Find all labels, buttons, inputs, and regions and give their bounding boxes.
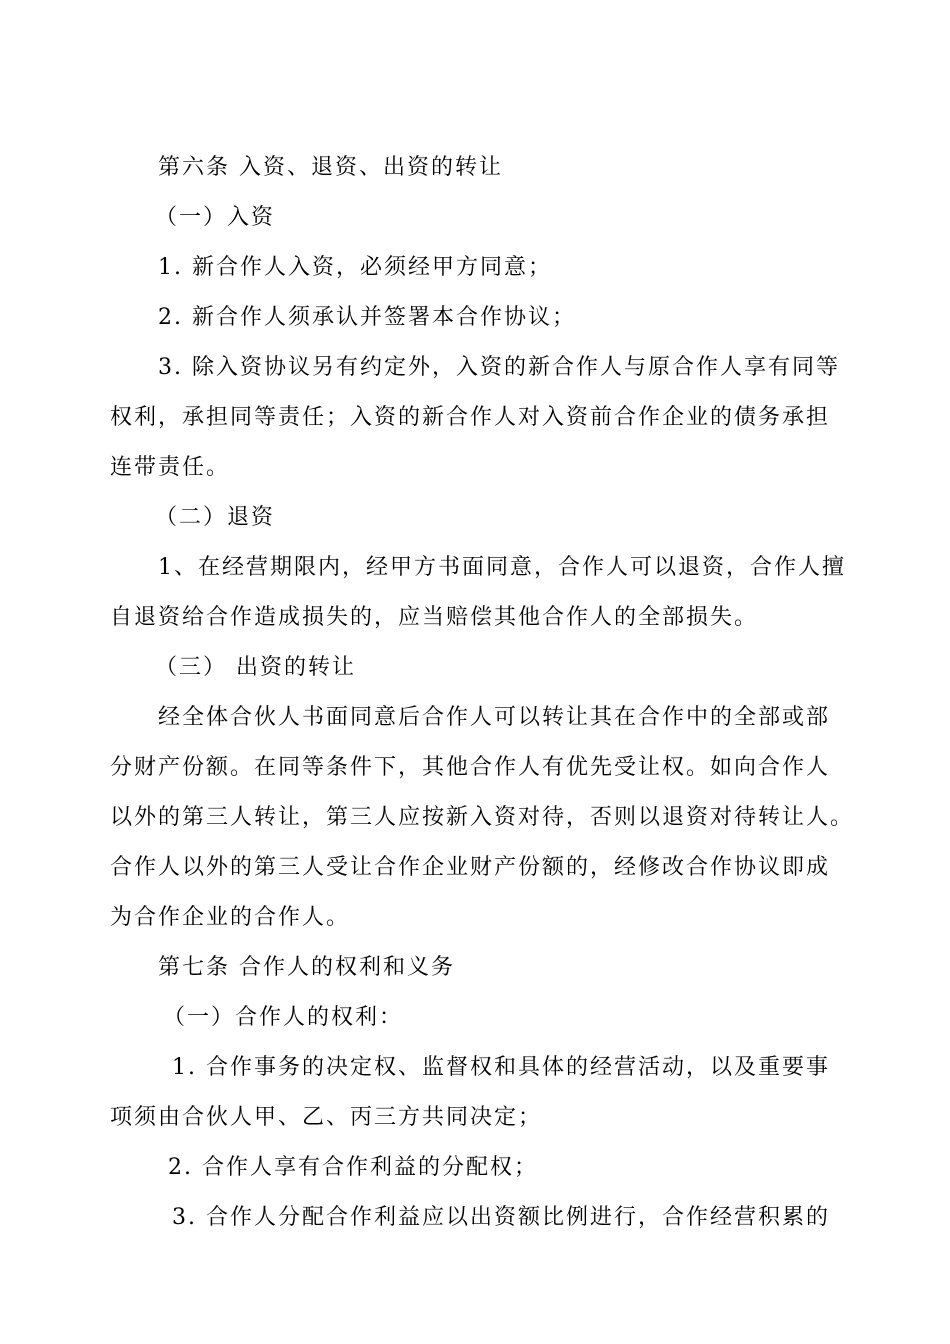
paragraph-line: 2. 新合作人须承认并签署本合作协议； <box>158 305 576 330</box>
section-1-heading: （一）合作人的权利： <box>163 1005 404 1030</box>
article-7-heading: 第七条 合作人的权利和义务 <box>158 955 455 980</box>
paragraph-line: 1、在经营期限内，经甲方书面同意，合作人可以退资，合作人擅 <box>158 555 846 580</box>
paragraph-line: 2. 合作人享有合作利益的分配权； <box>168 1155 538 1180</box>
paragraph-line: 分财产份额。在同等条件下，其他合作人有优先受让权。如向合作人 <box>110 755 831 780</box>
paragraph-line: 权利，承担同等责任；入资的新合作人对入资前合作企业的债务承担 <box>110 405 831 430</box>
article-6-heading: 第六条 入资、退资、出资的转让 <box>158 155 503 180</box>
section-1-heading: （一）入资 <box>155 205 276 230</box>
paragraph-line: 项须由合伙人甲、乙、丙三方共同决定； <box>110 1105 543 1130</box>
section-2-heading: （二）退资 <box>155 505 276 530</box>
paragraph-line: 3. 除入资协议另有约定外，入资的新合作人与原合作人享有同等 <box>158 355 840 380</box>
paragraph-line: 经全体合伙人书面同意后合作人可以转让其在合作中的全部或部 <box>158 705 831 730</box>
paragraph-line: 1. 新合作人入资，必须经甲方同意； <box>158 255 552 280</box>
section-3-heading: （三） 出资的转让 <box>155 655 356 680</box>
paragraph-line: 连带责任。 <box>110 455 231 480</box>
paragraph-line: 自退资给合作造成损失的，应当赔偿其他合作人的全部损失。 <box>110 605 759 630</box>
paragraph-line: 为合作企业的合作人。 <box>110 905 351 930</box>
paragraph-line: 3. 合作人分配合作利益应以出资额比例进行，合作经营积累的 <box>172 1205 830 1230</box>
paragraph-line: 以外的第三人转让，第三人应按新入资对待，否则以退资对待转让人。 <box>110 805 855 830</box>
paragraph-line: 1. 合作事务的决定权、监督权和具体的经营活动，以及重要事 <box>172 1055 830 1080</box>
paragraph-line: 合作人以外的第三人受让合作企业财产份额的，经修改合作协议即成 <box>110 855 831 880</box>
